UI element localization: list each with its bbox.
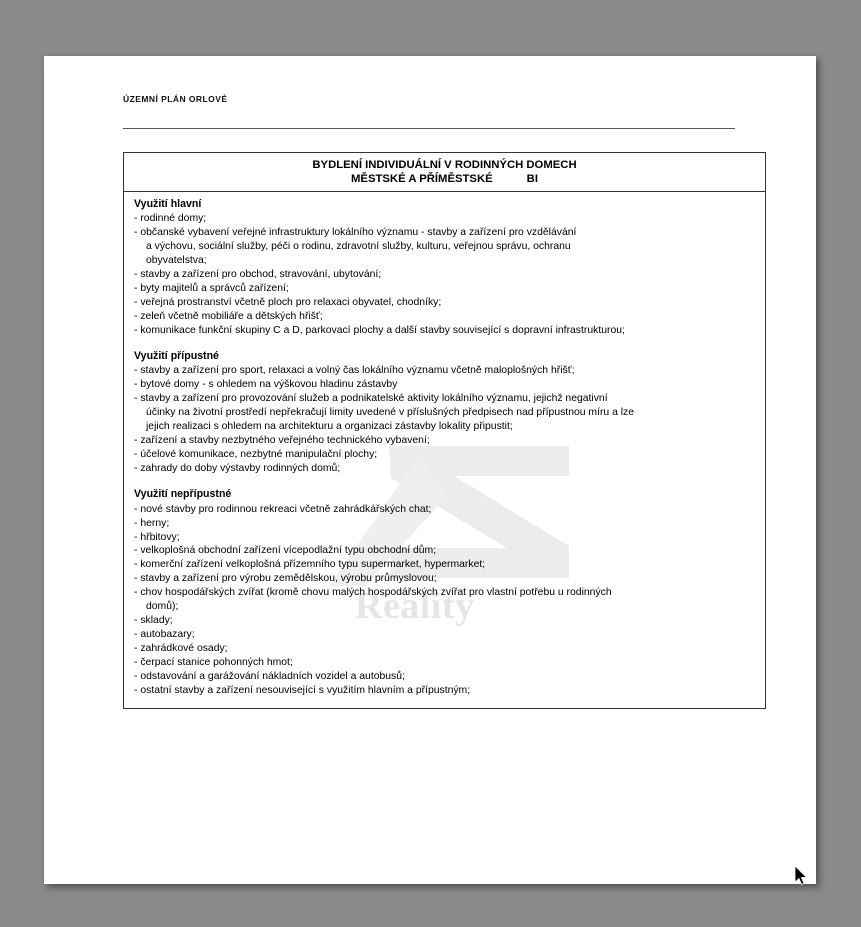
- list-item: [130, 614, 759, 628]
- box-body: [124, 192, 765, 708]
- list-item: [130, 503, 759, 517]
- list-item-continuation: a výchovu, sociální služby, péči o rodinu, zdravotní služby, kulturu, veřejnou správu, ochranu: [146, 241, 571, 253]
- section-heading: Využití hlavní: [134, 197, 202, 210]
- box-title-line2-wrap: [130, 172, 759, 186]
- list-item-text: - komerční zařízení velkoplošná přízemního typu supermarket, hypermarket;: [134, 559, 486, 571]
- list-item-text: - bytové domy - s ohledem na výškovou hladinu zástavby: [134, 379, 398, 391]
- list-item: [130, 670, 759, 684]
- list-item-continuation: jejich realizaci s ohledem na architekturu a organizaci zástavby lokality připustit;: [146, 421, 513, 433]
- section-item-list: [130, 212, 759, 338]
- content-section: [130, 349, 759, 476]
- section-heading: Využití přípustné: [134, 350, 219, 363]
- watermark-text: Reality: [355, 585, 475, 627]
- header-divider: [123, 128, 735, 129]
- list-item-text: - chov hospodářských zvířat (kromě chovu malých hospodářských zvířat pro vlastní potřebu u rodinných: [134, 587, 612, 599]
- list-item: [130, 656, 759, 670]
- list-item-text: - herny;: [134, 517, 170, 529]
- list-item-continuation: domů);: [146, 601, 179, 613]
- box-title-line2: MĚSTSKÉ A PŘÍMĚSTSKÉ: [351, 173, 493, 186]
- box-title: [124, 153, 765, 187]
- content-section: [130, 487, 759, 698]
- list-item: [130, 684, 759, 698]
- list-item: [130, 434, 759, 448]
- list-item-continuation: obyvatelstva;: [146, 255, 207, 267]
- content-section: [130, 197, 759, 338]
- list-item: [130, 310, 759, 324]
- list-item-text: - stavby a zařízení pro výrobu zemědělskou, výrobu průmyslovou;: [134, 573, 437, 585]
- list-item: [130, 296, 759, 310]
- section-item-list: [130, 503, 759, 699]
- list-item: [130, 268, 759, 282]
- list-item-text: - občanské vybavení veřejné infrastruktury lokálního významu - stavby a zařízení pro vzdělávání: [134, 227, 577, 239]
- list-item-continuation: účinky na životní prostředí nepřekračují limity uvedené v příslušných předpisech nad přípustnou míru a lze: [146, 407, 635, 419]
- list-item-text: - stavby a zařízení pro obchod, stravování, ubytování;: [134, 269, 382, 281]
- list-item-text: - zeleň včetně mobiliáře a dětských hřišť;: [134, 311, 323, 323]
- list-item-text: - zahrádkové osady;: [134, 643, 228, 655]
- list-item: [130, 392, 759, 434]
- list-item: [130, 628, 759, 642]
- list-item-text: - hřbitovy;: [134, 531, 180, 543]
- list-item: [130, 517, 759, 531]
- list-item-text: - rodinné domy;: [134, 213, 207, 225]
- document-page: [44, 56, 816, 884]
- list-item-text: - nové stavby pro rodinnou rekreaci včetně zahrádkářských chat;: [134, 503, 432, 515]
- list-item: [130, 364, 759, 378]
- list-item-text: - odstavování a garážování nákladních vozidel a autobusů;: [134, 671, 405, 683]
- box-title-line1: BYDLENÍ INDIVIDUÁLNÍ V RODINNÝCH DOMECH: [312, 159, 577, 171]
- list-item-text: - zařízení a stavby nezbytného veřejného technického vybavení;: [134, 435, 430, 447]
- section-item-list: [130, 364, 759, 476]
- list-item: [130, 572, 759, 586]
- list-item-text: - veřejná prostranství včetně ploch pro relaxaci obyvatel, chodníky;: [134, 297, 442, 309]
- list-item-text: - komunikace funkční skupiny C a D, parkovací plochy a další stavby související s dopravní infrastrukturou;: [134, 325, 625, 337]
- list-item: [130, 282, 759, 296]
- list-item-text: - ostatní stavby a zařízení nesouvisející s využitím hlavním a přípustným;: [134, 685, 471, 697]
- page-header: ÚZEMNÍ PLÁN ORLOVÉ: [123, 94, 228, 104]
- mouse-cursor-icon: [795, 866, 808, 886]
- list-item: [130, 324, 759, 338]
- list-item: [130, 378, 759, 392]
- list-item-text: - velkoplošná obchodní zařízení vícepodlažní typu obchodní dům;: [134, 545, 437, 557]
- content-box: [123, 152, 766, 709]
- list-item-text: - stavby a zařízení pro sport, relaxaci a volný čas lokálního významu včetně maloplošných hřišť;: [134, 365, 575, 377]
- list-item: [130, 531, 759, 545]
- list-item-text: - byty majitelů a správců zařízení;: [134, 283, 289, 295]
- section-heading: Využití nepřípustné: [134, 488, 232, 501]
- list-item-text: - sklady;: [134, 615, 173, 627]
- list-item: [130, 544, 759, 558]
- list-item: [130, 642, 759, 656]
- list-item: [130, 448, 759, 462]
- list-item: [130, 586, 759, 614]
- list-item-text: - čerpací stanice pohonných hmot;: [134, 657, 293, 669]
- list-item: [130, 558, 759, 572]
- box-title-code: BI: [526, 173, 538, 186]
- list-item-text: - účelové komunikace, nezbytné manipulační plochy;: [134, 449, 378, 461]
- list-item: [130, 212, 759, 226]
- list-item: [130, 226, 759, 268]
- list-item-text: - stavby a zařízení pro provozování služeb a podnikatelské aktivity lokálního významu, jejichž negativní: [134, 393, 608, 405]
- list-item-text: - zahrady do doby výstavby rodinných domů;: [134, 463, 341, 475]
- list-item: [130, 462, 759, 476]
- list-item-text: - autobazary;: [134, 629, 195, 641]
